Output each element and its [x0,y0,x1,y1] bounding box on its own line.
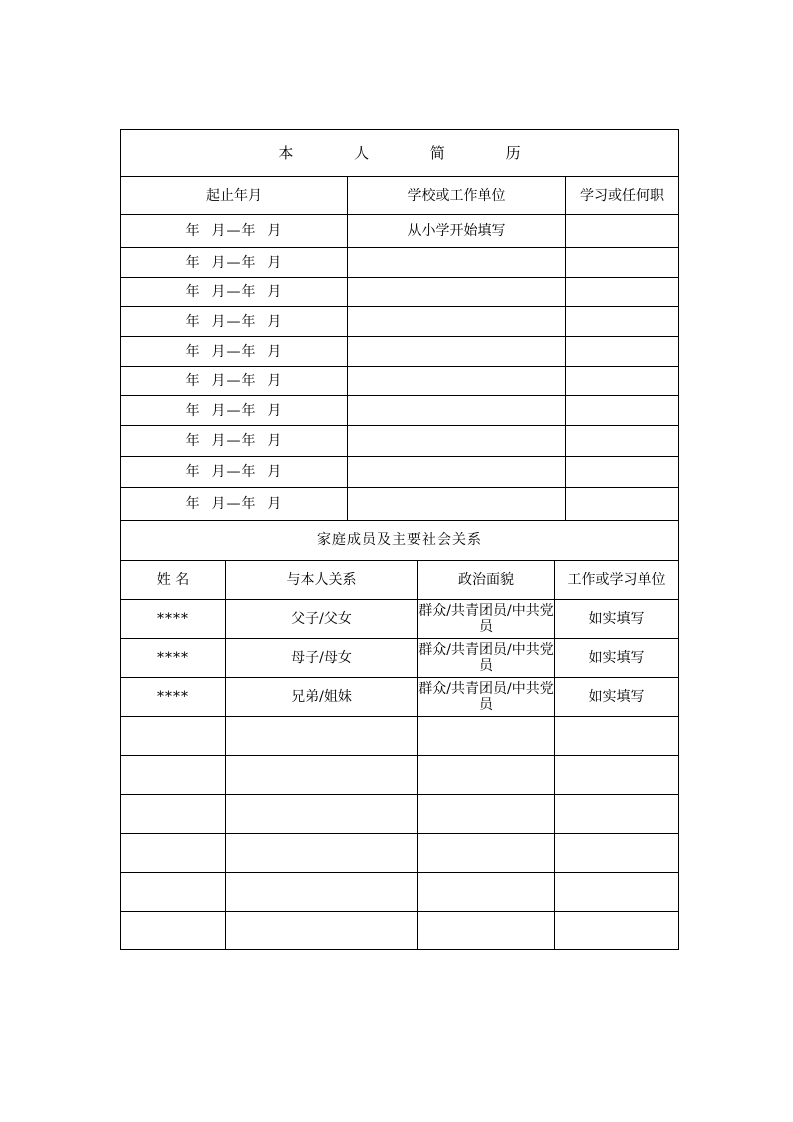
resume-row [121,278,679,307]
resume-role-cell[interactable] [566,278,679,307]
resume-role-cell[interactable] [566,457,679,488]
family-row [121,911,679,949]
family-relation-cell[interactable] [226,833,418,872]
family-name-cell[interactable] [121,794,226,833]
family-political-cell[interactable] [418,911,555,949]
family-table [120,520,679,950]
resume-title-cell [121,130,679,177]
resume-period-cell[interactable]: 年 月—年 月 [121,426,348,457]
family-political-cell[interactable]: 群众/共青团员/中共党员 [418,638,555,677]
resume-row [121,488,679,521]
resume-unit-cell[interactable] [348,367,566,396]
family-row [121,794,679,833]
family-political-cell[interactable] [418,716,555,755]
family-relation-cell[interactable] [226,794,418,833]
family-name-cell[interactable] [121,872,226,911]
family-workplace-cell[interactable] [555,755,679,794]
resume-row [121,426,679,457]
resume-unit-cell[interactable] [348,337,566,367]
resume-role-cell[interactable] [566,307,679,337]
family-political-cell[interactable] [418,755,555,794]
family-workplace-cell[interactable] [555,872,679,911]
family-name-cell[interactable]: **** [121,599,226,638]
family-workplace-cell[interactable] [555,833,679,872]
resume-row [121,457,679,488]
resume-period-cell[interactable]: 年 月—年 月 [121,396,348,426]
family-political-cell[interactable] [418,794,555,833]
family-relation-cell[interactable]: 父子/父女 [226,599,418,638]
resume-period-cell[interactable]: 年 月—年 月 [121,215,348,248]
resume-unit-cell[interactable]: 从小学开始填写 [348,215,566,248]
family-name-cell[interactable] [121,833,226,872]
family-row [121,755,679,794]
family-row [121,638,679,677]
family-relation-cell[interactable] [226,716,418,755]
family-workplace-cell[interactable] [555,794,679,833]
family-political-cell[interactable]: 群众/共青团员/中共党员 [418,599,555,638]
header-name: 姓 名 [121,560,226,599]
resume-period-cell[interactable]: 年 月—年 月 [121,278,348,307]
family-name-cell[interactable]: **** [121,638,226,677]
resume-unit-cell[interactable] [348,396,566,426]
family-relation-cell[interactable]: 兄弟/姐妹 [226,677,418,716]
family-workplace-cell[interactable] [555,911,679,949]
header-workplace: 工作或学习单位 [555,560,679,599]
resume-unit-cell[interactable] [348,278,566,307]
resume-period-cell[interactable]: 年 月—年 月 [121,367,348,396]
resume-role-cell[interactable] [566,367,679,396]
family-workplace-cell[interactable]: 如实填写 [555,638,679,677]
resume-period-cell[interactable]: 年 月—年 月 [121,307,348,337]
resume-unit-cell[interactable] [348,248,566,278]
header-period: 起止年月 [121,177,348,215]
resume-table [120,129,679,521]
resume-row [121,396,679,426]
family-name-cell[interactable] [121,716,226,755]
family-title: 家庭成员及主要社会关系 [121,520,679,560]
family-row [121,716,679,755]
resume-period-cell[interactable]: 年 月—年 月 [121,248,348,278]
resume-period-cell[interactable]: 年 月—年 月 [121,488,348,521]
family-workplace-cell[interactable]: 如实填写 [555,677,679,716]
resume-row [121,248,679,278]
family-relation-cell[interactable] [226,755,418,794]
family-row [121,833,679,872]
resume-title: 本 人 简 历 [278,143,549,162]
family-name-cell[interactable]: **** [121,677,226,716]
resume-role-cell[interactable] [566,248,679,278]
family-political-cell[interactable] [418,833,555,872]
resume-role-cell[interactable] [566,337,679,367]
family-relation-cell[interactable]: 母子/母女 [226,638,418,677]
resume-unit-cell[interactable] [348,426,566,457]
family-political-cell[interactable]: 群众/共青团员/中共党员 [418,677,555,716]
family-name-cell[interactable] [121,755,226,794]
resume-unit-cell[interactable] [348,457,566,488]
resume-row [121,337,679,367]
header-role: 学习或任何职 [566,177,679,215]
resume-period-cell[interactable]: 年 月—年 月 [121,457,348,488]
family-row [121,677,679,716]
resume-role-cell[interactable] [566,396,679,426]
resume-row [121,307,679,337]
family-name-cell[interactable] [121,911,226,949]
family-relation-cell[interactable] [226,872,418,911]
family-political-cell[interactable] [418,872,555,911]
resume-role-cell[interactable] [566,426,679,457]
resume-unit-cell[interactable] [348,488,566,521]
resume-role-cell[interactable] [566,488,679,521]
resume-role-cell[interactable] [566,215,679,248]
resume-row [121,215,679,248]
family-row [121,599,679,638]
resume-period-cell[interactable]: 年 月—年 月 [121,337,348,367]
family-workplace-cell[interactable] [555,716,679,755]
family-workplace-cell[interactable]: 如实填写 [555,599,679,638]
header-relation: 与本人关系 [226,560,418,599]
header-unit: 学校或工作单位 [348,177,566,215]
resume-row [121,367,679,396]
resume-unit-cell[interactable] [348,307,566,337]
family-row [121,872,679,911]
family-relation-cell[interactable] [226,911,418,949]
header-political: 政治面貌 [418,560,555,599]
